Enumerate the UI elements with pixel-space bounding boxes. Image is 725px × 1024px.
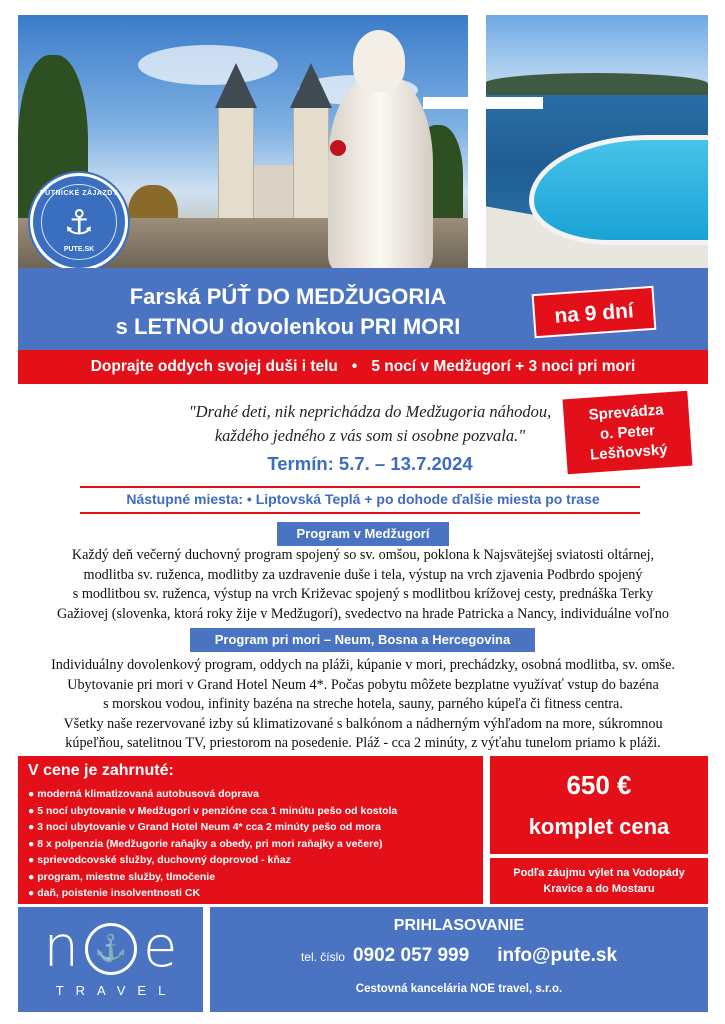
price-includes-heading: V cene je zahrnuté: [28,762,174,779]
list-item: ● 8 x polpenzia (Medžugorie raňajky a obedy, pri mori raňajky a večere) [28,836,397,853]
badge-top-text: PÚTNICKÉ ZÁJAZDY [39,190,118,197]
program-sea-heading: Program pri mori – Neum, Bosna a Hercegovina [190,628,535,652]
logo-wordmark: TRAVEL [55,983,178,998]
price-includes-box [18,756,483,904]
list-item: ● sprievodcovské služby, duchovný doprovod - kňaz [28,852,397,869]
pilgrimage-badge [30,173,128,271]
subtitle-left: Doprajte oddych svojej duši i telu [90,358,338,375]
program-medjugorje-heading: Program v Medžugorí [277,522,449,546]
phone-label: tel. číslo [300,950,345,964]
price-label: komplet cena [528,814,670,839]
program-medjugorje-text: Každý deň večerný duchovný program spojený so sv. omšou, poklona k Najsvätejšej sviatosti oltárnej, modlitba sv. ruženca, modlitby za uzdravenie duše i tela, výstup na vrch zjavenia Podbrdo spojený s modlitbou sv. ruženca, výstup na vrch Križevac spojený s modlitbou krížovej cesty, prednáška Terky Gažiovej (slovenka, ktorá roky žije v Medžugorí), svedectvo na hrade Patricka a Nancy, individuálne voľno [57,547,669,622]
list-item: ● moderná klimatizovaná autobusová doprava [28,786,397,803]
statue-image [328,30,433,268]
noe-travel-logo [18,907,203,1012]
price-includes-list [28,786,397,902]
subtitle-separator: • [351,358,358,375]
price-box [490,756,708,854]
page-title: Farská PÚŤ DO MEDŽUGORIA s LETNOU dovolenkou PRI MORI [115,284,461,339]
badge-bottom-text: PUTE.SK [63,246,95,253]
email-link[interactable]: info@pute.sk [497,945,618,966]
guide-badge: Sprevádza o. Peter Lešňovský [563,391,693,475]
boarding-places: Nástupné miesta: • Liptovská Teplá + po dohode ďalšie miesta po trase [126,491,600,507]
registration-title: PRIHLASOVANIE [393,917,525,934]
list-item: ● program, miestne služby, tlmočenie [28,869,397,886]
list-item: ● daň, poistenie insolventnosti CK [28,885,397,902]
optional-trip-note: Podľa záujmu výlet na Vodopády Kravice a do Mostaru [490,858,708,904]
cross-shape [474,15,486,268]
subtitle-right: 5 nocí v Medžugorí + 3 noci pri mori [371,358,636,375]
hotel-pool-photo [484,15,708,268]
list-item: ● 5 nocí ubytovanie v Medžugorí v penzióne cca 1 minútu pešo od kostola [28,803,397,820]
anchor-icon: ⚓ [85,923,137,975]
marian-quote: "Drahé deti, nik neprichádza do Medžugoria náhodou, každého jedného z vás som si osobne pozvala." [188,402,552,445]
divider [80,512,640,514]
list-item: ● 3 noci ubytovanie v Grand Hotel Neum 4* cca 2 minúty pešo od mora [28,819,397,836]
phone-number[interactable]: 0902 057 999 [352,945,470,966]
anchor-icon: ⚓ [63,203,95,243]
company-name: Cestovná kancelária NOE travel, s.r.o. [355,983,563,995]
price-amount: 650 € [566,770,632,800]
trip-date: Termín: 5.7. – 13.7.2024 [267,453,473,474]
registration-box [210,907,708,1012]
program-sea-text: Individuálny dovolenkový program, oddych na pláži, kúpanie v mori, prechádzky, osobná modlitba, sv. omše. Ubytovanie pri mori v Grand Hotel Neum 4*. Počas pobytu môžete bezplatne využívať vstup do bazéna s morskou vodou, infinity bazéna na streche hotela, sauny, parného kúpeľa či fitness centra. Všetky naše rezervované izby sú klimatizované s balkónom a nádherným výhľadom na more, súkromnou kúpeľňou, satelitnou TV, priestorom na posedenie. Pláž - cca 2 minúty, z výťahu tunelom priamo k pláži. [51,657,675,751]
logo-letter-n: n [43,915,80,980]
subtitle-banner [18,350,708,384]
duration-badge: na 9 dní [532,286,657,338]
logo-letter-e: e [143,915,178,980]
